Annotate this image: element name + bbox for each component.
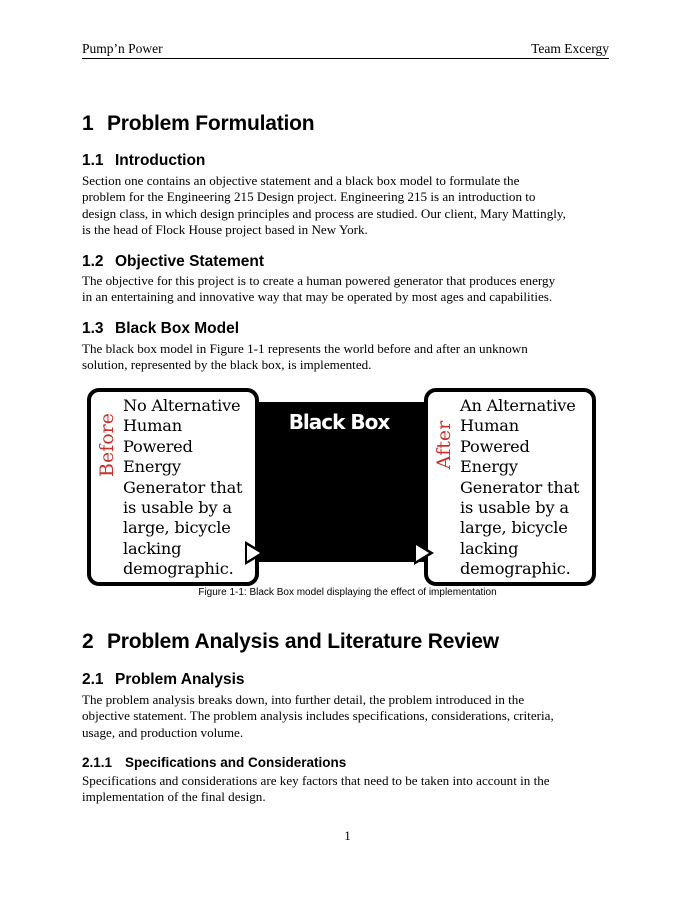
text-line: The black box model in Figure 1-1 represents the world before and after an unknown [82, 341, 528, 356]
section-number: 1.2 [82, 253, 104, 270]
before-text [123, 396, 255, 580]
text-line: implementation of the final design. [82, 789, 266, 805]
heading-section-2 [82, 630, 499, 654]
text-line: design class, in which design principles and process are studied. Our client, Mary Mattingly, [82, 205, 566, 221]
text-line: No Alternative [123, 396, 241, 415]
page-number: 1 [344, 828, 351, 843]
text-line: is the head of Flock House project based in New York. [82, 222, 368, 238]
text-line: lacking [123, 538, 182, 558]
text-line: The objective for this project is to create a human powered generator that produces energy [82, 273, 556, 288]
text-line: problem for the Engineering 215 Design project. Engineering 215 is an introduction to [82, 189, 536, 205]
arrow-right-icon [245, 541, 265, 565]
section-title: Problem Formulation [107, 112, 315, 135]
text-line: large, bicycle [460, 518, 568, 538]
paragraph-objective [82, 273, 622, 306]
heading-problem-analysis [82, 671, 245, 689]
heading-black-box-model [82, 320, 239, 338]
section-title: Introduction [115, 152, 206, 169]
section-number: 2 [82, 630, 94, 653]
text-line: Powered [460, 436, 530, 456]
section-title: Black Box Model [115, 320, 240, 337]
after-panel [424, 388, 596, 586]
text-line: solution, represented by the black box, is implemented. [82, 357, 372, 373]
paragraph-specifications [82, 773, 622, 806]
text-line: demographic. [460, 559, 571, 579]
paragraph-problem-analysis [82, 692, 622, 741]
section-number: 2.1 [82, 671, 104, 688]
text-line: An Alternative [460, 396, 576, 415]
heading-introduction [82, 152, 205, 170]
text-line: Energy [123, 457, 181, 477]
running-header [82, 40, 609, 59]
paragraph-introduction [82, 173, 622, 239]
header-left: Pump’n Power [82, 41, 163, 56]
black-box-label: Black Box [288, 410, 390, 434]
heading-specifications [82, 755, 346, 770]
text-line: Section one contains an objective statement and a black box model to formulate the [82, 173, 520, 188]
section-number: 2.1.1 [82, 755, 113, 770]
section-title: Objective Statement [115, 253, 265, 270]
text-line: Generator that [460, 477, 580, 497]
black-box [243, 402, 435, 562]
text-line: is usable by a [460, 498, 569, 518]
section-number: 1 [82, 112, 94, 135]
text-line: demographic. [123, 559, 234, 579]
text-line: Powered [123, 436, 193, 456]
figure-caption: Figure 1-1: Black Box model displaying the effect of implementation [198, 587, 497, 598]
text-line: usage, and production volume. [82, 724, 244, 740]
text-line: is usable by a [123, 498, 232, 518]
black-box-figure [85, 385, 595, 587]
section-title: Problem Analysis and Literature Review [107, 630, 499, 653]
section-number: 1.1 [82, 152, 104, 169]
text-line: Energy [460, 457, 518, 477]
text-line: Human [460, 416, 519, 436]
after-text [460, 396, 592, 580]
section-title: Specifications and Considerations [125, 755, 347, 770]
text-line: Specifications and considerations are key factors that need to be taken into account in the [82, 773, 550, 788]
before-label: Before [96, 412, 118, 478]
heading-section-1 [82, 112, 314, 136]
before-panel [87, 388, 259, 586]
after-label: After [433, 420, 455, 470]
arrow-right-icon [414, 541, 434, 565]
header-right: Team Excergy [531, 41, 609, 56]
text-line: The problem analysis breaks down, into further detail, the problem introduced in the [82, 692, 525, 707]
text-line: in an entertaining and innovative way that may be operated by most ages and capabilities. [82, 289, 553, 305]
section-number: 1.3 [82, 320, 104, 337]
text-line: large, bicycle [123, 518, 231, 538]
text-line: objective statement. The problem analysis includes specifications, considerations, criteria, [82, 708, 554, 724]
paragraph-black-box [82, 341, 622, 374]
text-line: Human [123, 416, 182, 436]
section-title: Problem Analysis [115, 671, 245, 688]
heading-objective-statement [82, 253, 264, 271]
text-line: Generator that [123, 477, 243, 497]
text-line: lacking [460, 538, 519, 558]
